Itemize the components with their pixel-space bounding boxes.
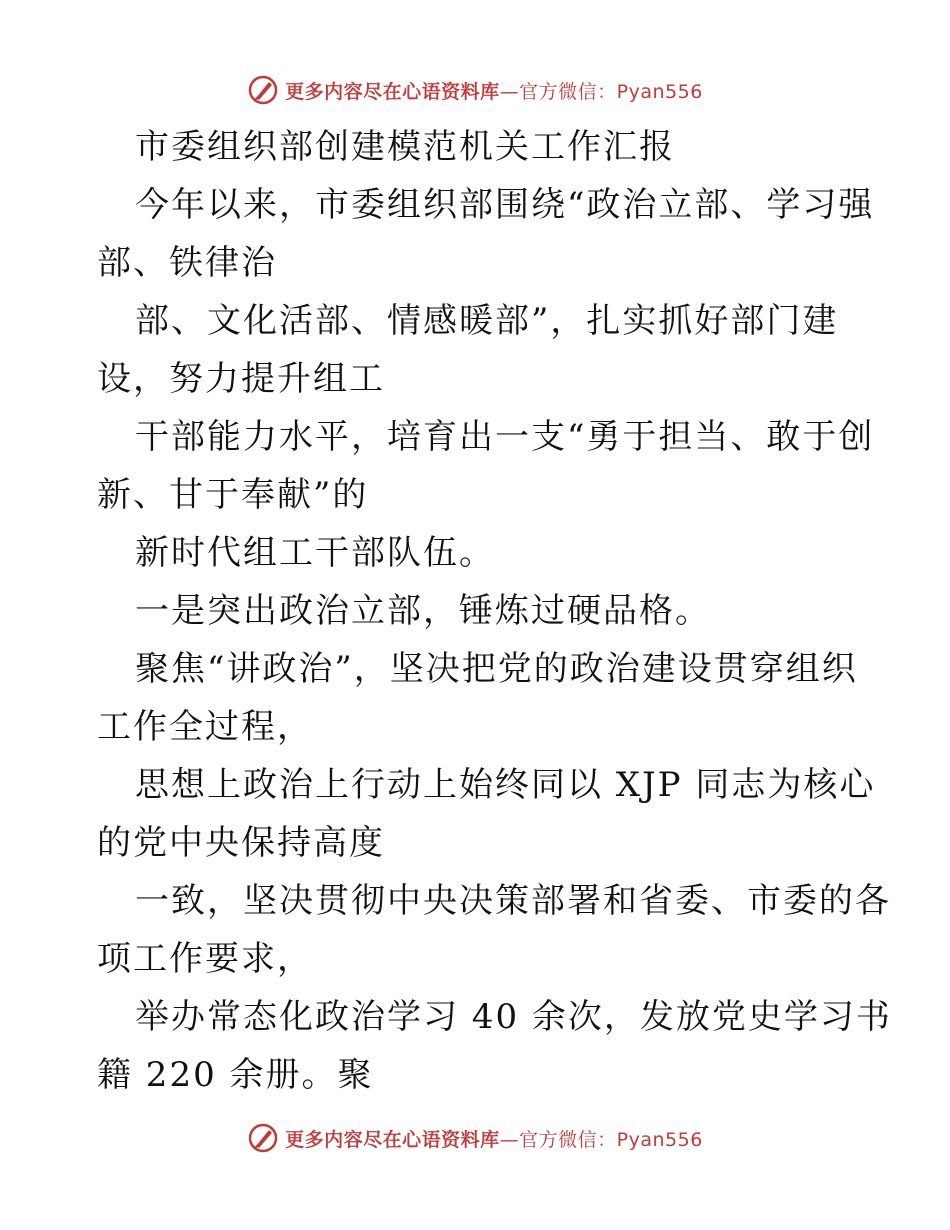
header-banner-wechat: 官方微信：Pyan556 [519,80,703,103]
document-line: 干部能力水平，培育出一支“勇于担当、敢于创 [135,417,875,457]
footer-watermark-banner [0,1118,950,1158]
document-line: 项工作要求， [97,939,313,979]
document-line: 思想上政治上行动上始终同以 XJP 同志为核心 [135,765,876,805]
document-line: 籍 220 余册。聚 [97,1055,374,1095]
document-line: 部、文化活部、情感暖部”，扎实抓好部门建 [135,301,839,341]
quill-pen-logo-icon [247,74,279,106]
document-line: 新时代组工干部队伍。 [135,533,495,573]
document-line: 部、铁律治 [97,243,277,283]
document-line: 的党中央保持高度 [97,823,385,863]
quill-pen-logo-icon [247,1122,279,1154]
footer-banner-title: 更多内容尽在心语资料库 [285,1128,500,1151]
footer-banner-dash: — [499,1128,520,1151]
footer-banner-wechat: 官方微信：Pyan556 [519,1128,703,1151]
document-line: 举办常态化政治学习 40 余次，发放党史学习书 [135,997,892,1037]
document-line: 工作全过程， [97,707,313,747]
document-line: 市委组织部创建模范机关工作汇报 [135,127,675,167]
header-banner-dash: — [499,80,520,103]
document-line: 一致，坚决贯彻中央决策部署和省委、市委的各 [135,881,891,921]
document-line: 聚焦“讲政治”，坚决把党的政治建设贯穿组织 [135,649,858,689]
document-line: 设，努力提升组工 [97,359,385,399]
document-line: 一是突出政治立部，锤炼过硬品格。 [135,591,711,631]
header-watermark-banner [0,70,950,110]
document-line: 新、甘于奉献”的 [97,475,369,515]
header-banner-text [285,77,703,104]
document-body [97,118,892,1104]
header-banner-title: 更多内容尽在心语资料库 [285,80,500,103]
footer-banner-text [285,1125,703,1152]
document-line: 今年以来，市委组织部围绕“政治立部、学习强 [135,185,875,225]
